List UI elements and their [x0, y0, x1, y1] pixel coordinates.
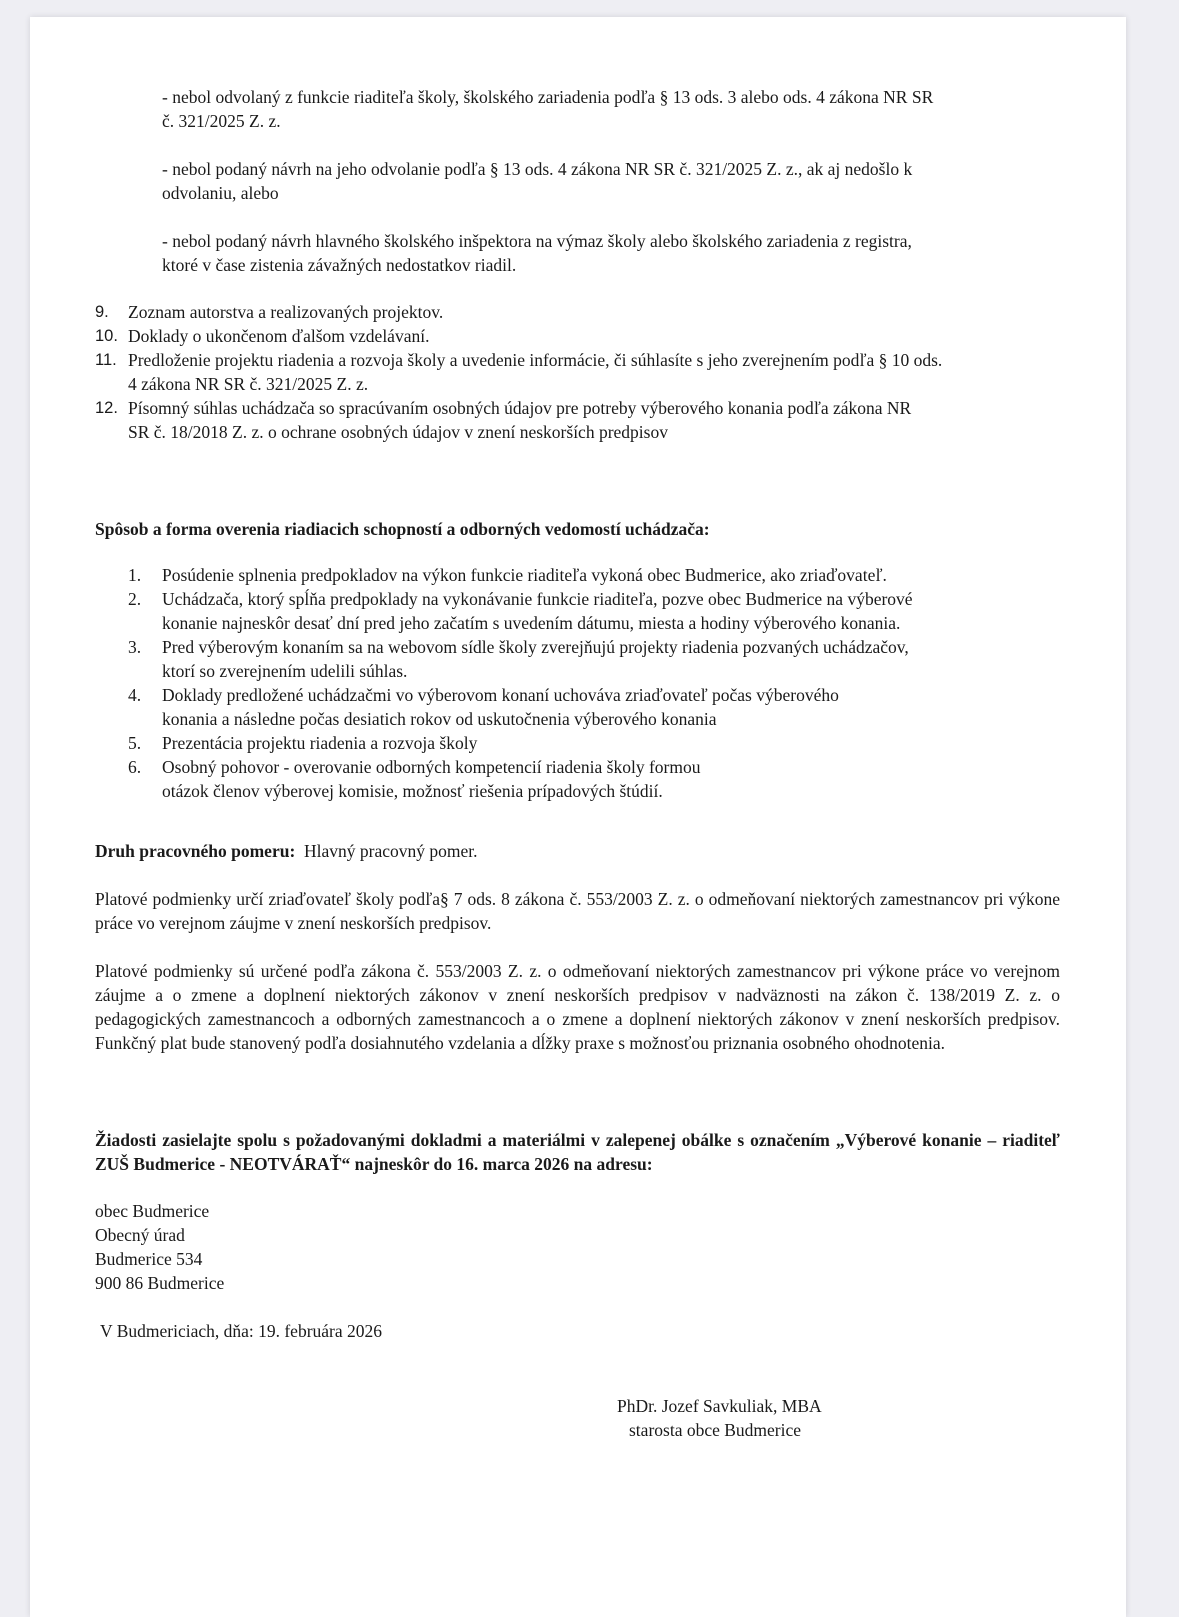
- list-text: Uchádzača, ktorý spĺňa predpoklady na vykonávanie funkcie riaditeľa, pozve obec Budmerice na výberové: [162, 589, 913, 609]
- submission-notice: Žiadosti zasielajte spolu s požadovanými dokladmi a materiálmi v zalepenej obálke s označením „Výberové konanie – riaditeľ ZUŠ Budmerice - NEOTVÁRAŤ“ najneskôr do 16. marca 2026 na adresu:: [95, 1130, 1060, 1174]
- list-number: 11.: [95, 351, 117, 369]
- list-text: Doklady predložené uchádzačmi vo výberovom konaní uchováva zriaďovateľ počas výberového: [162, 685, 839, 705]
- list-text: Predloženie projektu riadenia a rozvoja školy a uvedenie informácie, či súhlasíte s jeho zverejnením podľa § 10 ods.: [128, 350, 943, 370]
- salary-paragraph: Platové podmienky určí zriaďovateľ školy podľa§ 7 ods. 8 zákona č. 553/2003 Z. z. o odmeňovaní niektorých zamestnancov pri výkone práce vo verejnom záujme v znení neskorších predpisov.: [95, 889, 1060, 933]
- list-text: Posúdenie splnenia predpokladov na výkon funkcie riaditeľa vykoná obec Budmerice, ako zriaďovateľ.: [162, 565, 887, 585]
- disqualification-line: - nebol odvolaný z funkcie riaditeľa školy, školského zariadenia podľa § 13 ods. 3 alebo ods. 4 zákona NR SR: [162, 87, 934, 107]
- employment-type: [95, 839, 478, 863]
- disqualification-line: ktoré v čase zistenia závažných nedostatkov riadil.: [162, 255, 517, 275]
- address-block: [95, 1199, 224, 1295]
- disqualification-line: odvolaniu, alebo: [162, 183, 279, 203]
- signature-title: starosta obce Budmerice: [629, 1420, 802, 1440]
- list-number: 3.: [128, 637, 142, 657]
- list-text-continued: konanie najneskôr desať dní pred jeho začatím s uvedením dátumu, miesta a hodiny výberového konania.: [162, 613, 901, 633]
- address-line: Budmerice 534: [95, 1249, 203, 1269]
- list-text: Pred výberovým konaním sa na webovom sídle školy zverejňujú projekty riadenia pozvaných uchádzačov,: [162, 637, 909, 657]
- list-text: Zoznam autorstva a realizovaných projektov.: [128, 302, 444, 322]
- disqualification-line: - nebol podaný návrh hlavného školského inšpektora na výmaz školy alebo školského zariadenia z registra,: [162, 231, 912, 251]
- list-number: 10.: [95, 327, 118, 345]
- list-text: Doklady o ukončenom ďalšom vzdelávaní.: [128, 326, 430, 346]
- place-date: V Budmericiach, dňa: 19. februára 2026: [100, 1321, 383, 1341]
- address-line: obec Budmerice: [95, 1201, 210, 1221]
- list-number: 2.: [128, 589, 142, 609]
- disqualification-line: - nebol podaný návrh na jeho odvolanie podľa § 13 ods. 4 zákona NR SR č. 321/2025 Z. z., ak aj nedošlo k: [162, 159, 913, 179]
- disqualification-item: [162, 229, 912, 277]
- verification-heading: Spôsob a forma overenia riadiacich schopností a odborných vedomostí uchádzača:: [95, 519, 710, 539]
- document-page: [30, 17, 1126, 1617]
- list-text: Osobný pohovor - overovanie odborných kompetencií riadenia školy formou: [162, 757, 701, 777]
- list-text-continued: 4 zákona NR SR č. 321/2025 Z. z.: [128, 374, 369, 394]
- list-number: 5.: [128, 733, 142, 753]
- address-line: Obecný úrad: [95, 1225, 185, 1245]
- list-text-continued: otázok členov výberovej komisie, možnosť riešenia prípadových štúdií.: [162, 781, 663, 801]
- disqualification-item: [162, 85, 933, 133]
- signature-name: PhDr. Jozef Savkuliak, MBA: [617, 1396, 822, 1416]
- list-number: 6.: [128, 757, 142, 777]
- address-line: 900 86 Budmerice: [95, 1273, 225, 1293]
- disqualification-item: [162, 157, 912, 205]
- employment-label: Druh pracovného pomeru:: [95, 841, 296, 861]
- list-number: 1.: [128, 565, 142, 585]
- employment-value: Hlavný pracovný pomer.: [304, 841, 478, 861]
- list-text-continued: konania a následne počas desiatich rokov od uskutočnenia výberového konania: [162, 709, 717, 729]
- list-text: Prezentácia projektu riadenia a rozvoja školy: [162, 733, 478, 753]
- disqualification-line: č. 321/2025 Z. z.: [162, 111, 281, 131]
- list-text-continued: SR č. 18/2018 Z. z. o ochrane osobných údajov v znení neskorších predpisov: [128, 422, 668, 442]
- list-number: 9.: [95, 303, 109, 321]
- list-number: 4.: [128, 685, 142, 705]
- list-text-continued: ktorí so zverejnením udelili súhlas.: [162, 661, 408, 681]
- list-number: 12.: [95, 399, 118, 417]
- list-text: Písomný súhlas uchádzača so spracúvaním osobných údajov pre potreby výberového konania podľa zákona NR: [128, 398, 912, 418]
- salary-details-paragraph: Platové podmienky sú určené podľa zákona č. 553/2003 Z. z. o odmeňovaní niektorých zamestnancov pri výkone práce vo verejnom záujme a o zmene a doplnení niektorých zákonov v znení neskorších predpisov v nadväznosti na zákon č. 138/2019 Z. z. o pedagogických zamestnancoch a odborných zamestnancoch a o zmene a doplnení niektorých zákonov v znení neskorších predpisov. Funkčný plat bude stanovený podľa dosiahnutého vzdelania a dĺžky praxe s možnosťou priznania osobného ohodnotenia.: [95, 961, 1060, 1053]
